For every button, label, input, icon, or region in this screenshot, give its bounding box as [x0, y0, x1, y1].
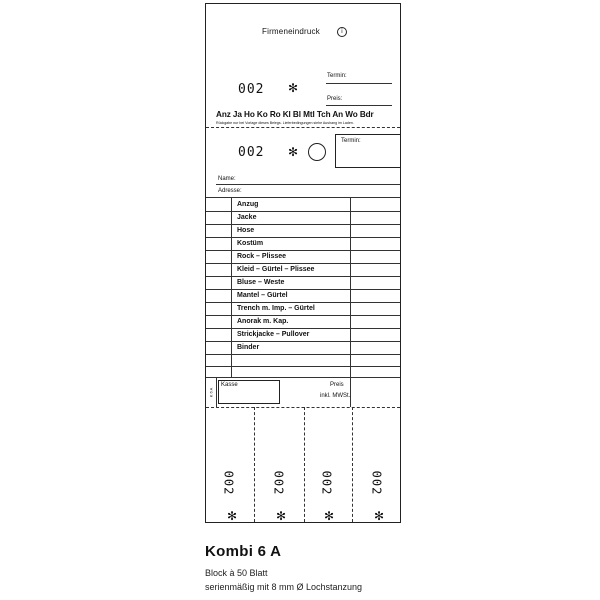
item-row: Binder	[237, 344, 260, 351]
stub-number: 002	[369, 470, 384, 496]
name-label: Name:	[218, 176, 236, 182]
ticket-form	[205, 3, 401, 523]
stub-star-icon: ✻	[324, 509, 335, 523]
info-icon: i	[337, 27, 347, 37]
stub-number: 002	[319, 470, 334, 496]
firm-imprint-label: Firmeneindruck	[262, 27, 320, 36]
item-row: Trench m. Imp. – Gürtel	[237, 305, 315, 312]
item-row: Mantel – Gürtel	[237, 292, 288, 299]
form-code-label: K 6 A	[208, 387, 214, 398]
stub-star-icon: ✻	[374, 509, 385, 523]
star-icon-middle: ✻	[288, 145, 299, 159]
item-row: Kleid – Gürtel – Plissee	[237, 266, 315, 273]
product-title: Kombi 6 A	[205, 543, 282, 560]
termin-label: Termin:	[327, 73, 347, 79]
punch-hole-icon	[308, 143, 326, 161]
garment-codes: Anz Ja Ho Ko Ro Kl Bl Mtl Tch An Wo Bdr	[216, 110, 374, 119]
product-line-1: Block à 50 Blatt	[205, 568, 268, 578]
ticket-number-middle: 002	[238, 145, 265, 160]
item-row: Bluse – Weste	[237, 279, 285, 286]
price-tax-label: inkl. MWSt.	[320, 393, 351, 399]
price-total-label: Preis	[330, 382, 344, 388]
item-row: Strickjacke – Pullover	[237, 331, 310, 338]
item-row: Anzug	[237, 201, 259, 208]
address-label: Adresse:	[218, 188, 242, 194]
termin-box	[335, 134, 401, 168]
kasse-label: Kasse	[221, 382, 238, 388]
stub-number: 002	[221, 470, 236, 496]
item-row: Jacke	[237, 214, 257, 221]
stub-number: 002	[271, 470, 286, 496]
star-icon: ✻	[288, 81, 299, 95]
item-row: Hose	[237, 227, 255, 234]
fine-print: Rückgabe nur bei Vorlage dieses Belegs. Lieferbedingungen siehe Aushang im Laden.	[216, 121, 354, 125]
product-line-2: serienmäßig mit 8 mm Ø Lochstanzung	[205, 582, 363, 592]
item-row: Anorak m. Kap.	[237, 318, 289, 325]
stub-star-icon: ✻	[227, 509, 238, 523]
preis-label: Preis:	[327, 96, 343, 102]
termin-box-label: Termin:	[341, 138, 361, 144]
kasse-box	[218, 380, 280, 404]
item-row: Rock – Plissee	[237, 253, 287, 260]
stub-star-icon: ✻	[276, 509, 287, 523]
ticket-number-top: 002	[238, 82, 265, 97]
item-row: Kostüm	[237, 240, 264, 247]
